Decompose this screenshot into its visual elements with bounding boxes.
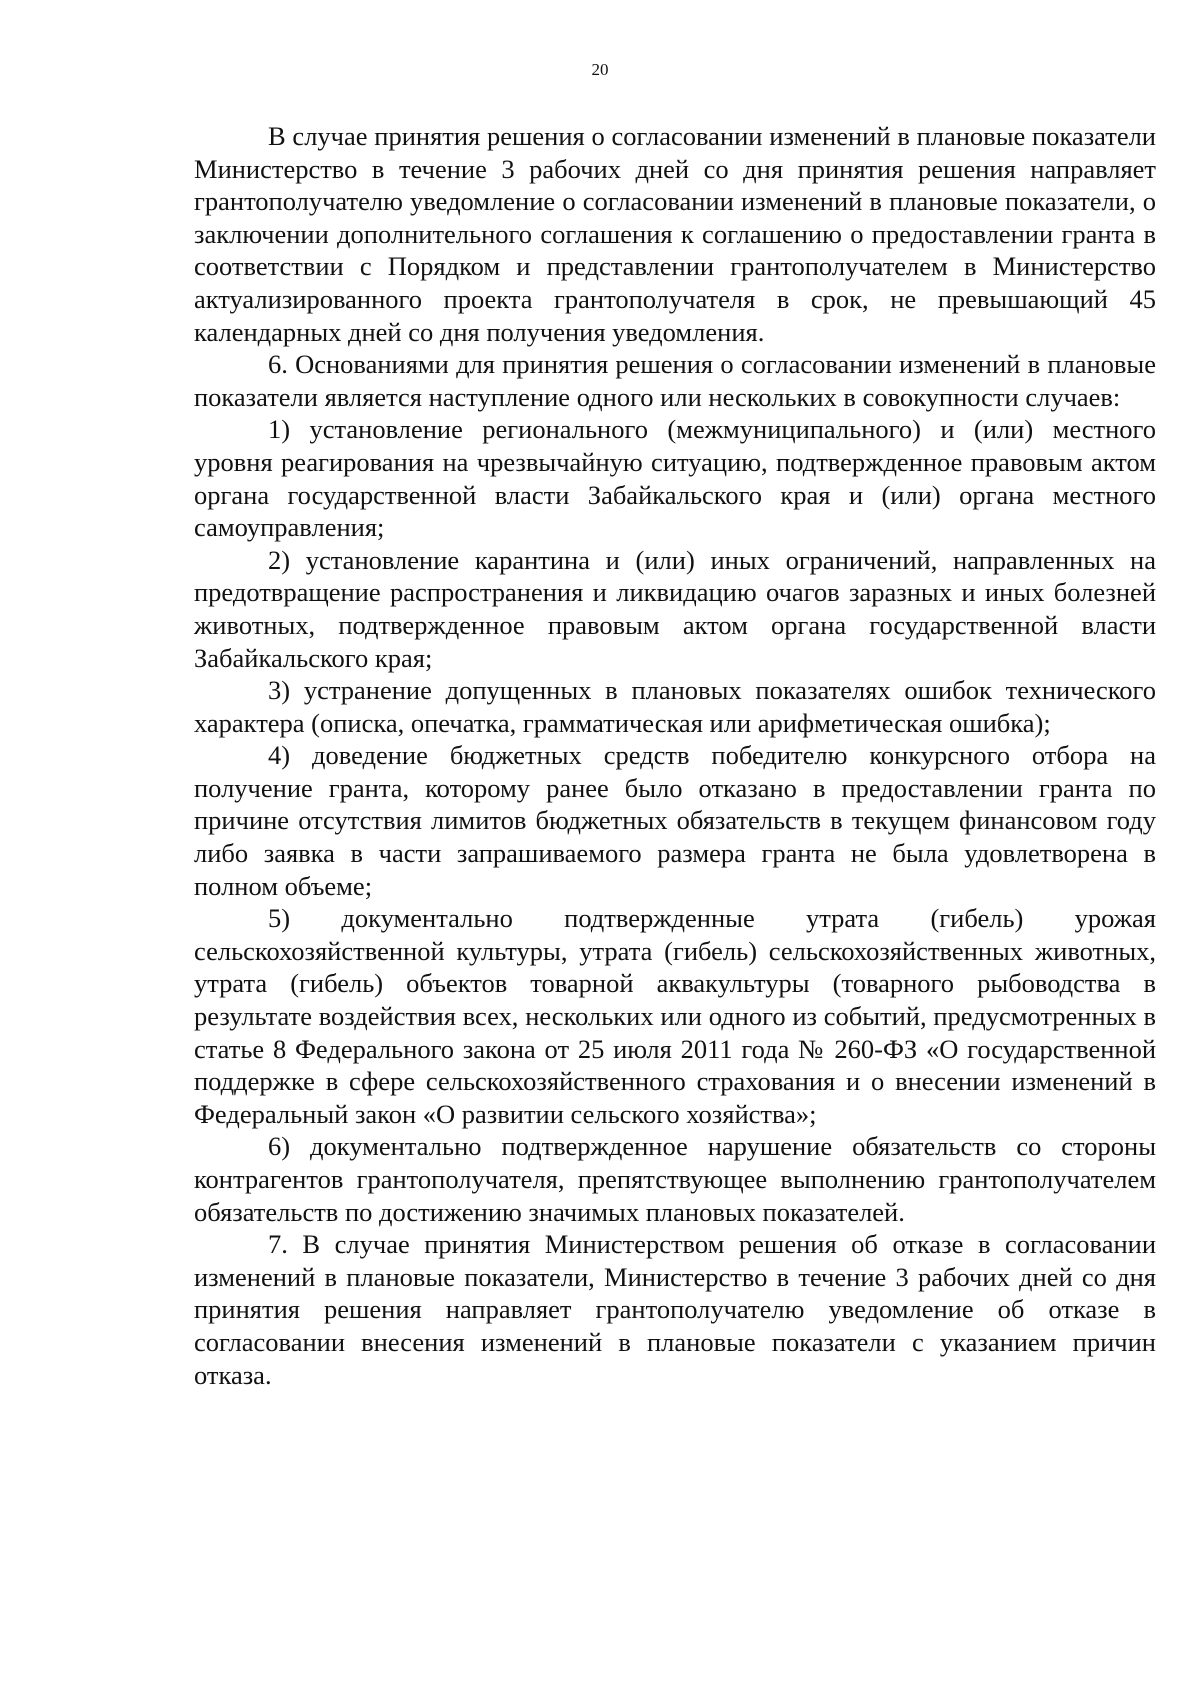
paragraph-approval-notice: В случае принятия решения о согласовании изменений в плановые показатели Министерство в течение 3 рабочих дней со дня принятия решения направляет грантополучателю уведомление о согласовании изменений в плановые показатели, о заключении дополнительного соглашения к соглашению о предоставлении гранта в соответствии с Порядком и представлении грантополучателем в Министерство актуализированного проекта грантополучателя в срок, не превышающий 45 календарных дней со дня получения уведомления. bbox=[194, 121, 1156, 347]
list-item-1-emergency: 1) установление регионального (межмуниципального) и (или) местного уровня реагирования на чрезвычайную ситуацию, подтвержденное правовым актом органа государственной власти Забайкальского края и (или) органа местного самоуправления; bbox=[194, 414, 1156, 543]
paragraph-section-6-intro: 6. Основаниями для принятия решения о согласовании изменений в плановые показатели является наступление одного или нескольких в совокупности случаев: bbox=[194, 349, 1156, 412]
list-item-5-crop-loss: 5) документально подтвержденные утрата (гибель) урожая сельскохозяйственной культуры, утрата (гибель) сельскохозяйственных животных, утрата (гибель) объектов товарной аквакультуры (товарного рыбоводства в результате воздействия всех, нескольких или одного из событий, предусмотренных в статье 8 Федерального закона от 25 июля 2011 года № 260-ФЗ «О государственной поддержке в сфере сельскохозяйственного страхования и о внесении изменений в Федеральный закон «О развитии сельского хозяйства»; bbox=[194, 903, 1156, 1129]
document-body bbox=[194, 120, 1156, 1391]
list-item-2-quarantine: 2) установление карантина и (или) иных ограничений, направленных на предотвращение распространения и ликвидацию очагов заразных и иных болезней животных, подтвержденное правовым актом органа государственной власти Забайкальского края; bbox=[194, 544, 1156, 673]
page-number: 20 bbox=[591, 60, 609, 79]
paragraph-section-7-refusal: 7. В случае принятия Министерством решения об отказе в согласовании изменений в плановые показатели, Министерство в течение 3 рабочих дней со дня принятия решения направляет грантополучателю уведомление об отказе в согласовании внесения изменений в плановые показатели с указанием причин отказа. bbox=[194, 1229, 1156, 1390]
list-item-4-budget-funds: 4) доведение бюджетных средств победителю конкурсного отбора на получение гранта, которому ранее было отказано в предоставлении гранта по причине отсутствия лимитов бюджетных обязательств в текущем финансовом году либо заявка в части запрашиваемого размера гранта не была удовлетворена в полном объеме; bbox=[194, 740, 1156, 901]
list-item-6-contractor-breach: 6) документально подтвержденное нарушение обязательств со стороны контрагентов грантополучателя, препятствующее выполнению грантополучателем обязательств по достижению значимых плановых показателей. bbox=[194, 1131, 1156, 1227]
list-item-3-technical-errors: 3) устранение допущенных в плановых показателях ошибок технического характера (описка, опечатка, грамматическая или арифметическая ошибка); bbox=[194, 675, 1156, 738]
